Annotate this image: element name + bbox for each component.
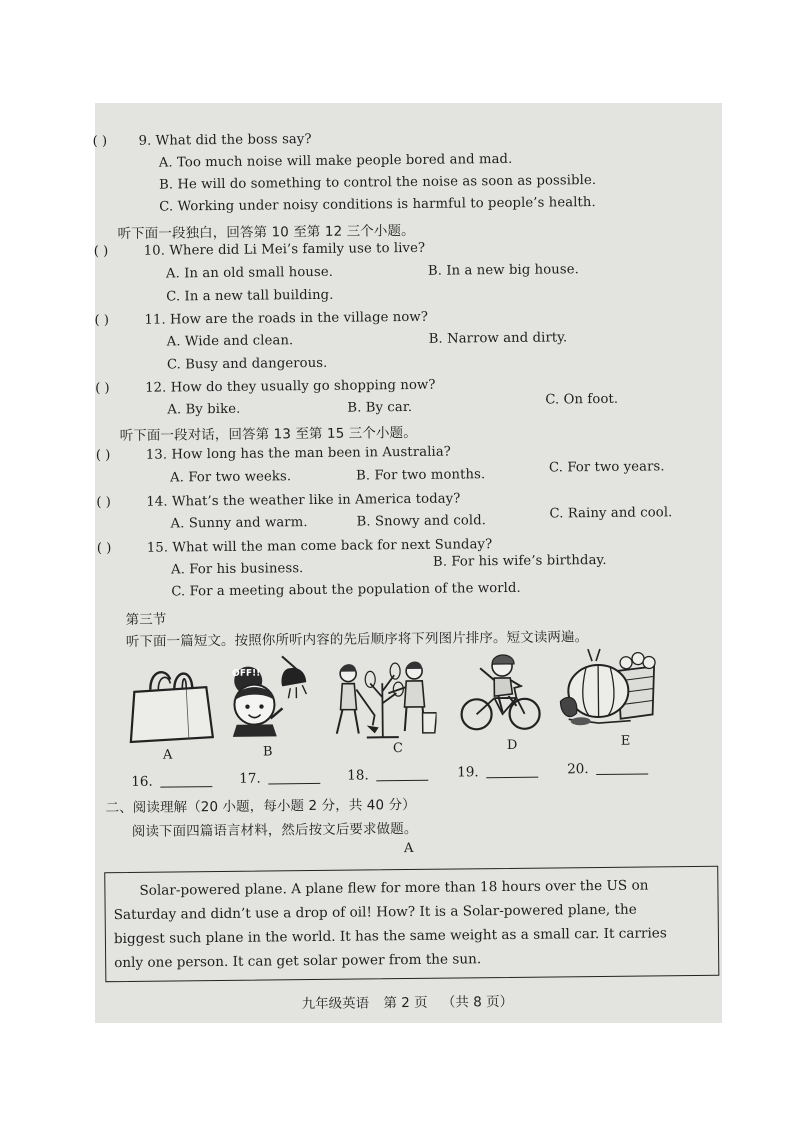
exam-page-content	[90, 100, 727, 1027]
blank-line-18[interactable]	[377, 768, 429, 782]
question-11-stem: 11. How are the roads in the village now?	[144, 309, 429, 328]
question-14-option-c: C. Rainy and cool.	[549, 505, 673, 522]
answer-bracket-11[interactable]: ( )	[94, 313, 110, 329]
blank-line-17[interactable]	[269, 771, 321, 785]
blank-line-20[interactable]	[597, 761, 649, 775]
answer-bracket-9[interactable]: ( )	[92, 134, 108, 150]
vegetables-basket-icon	[558, 640, 659, 727]
picture-label-d: D	[506, 737, 518, 753]
question-14-stem: 14. What’s the weather like in America today?	[146, 491, 461, 510]
question-12-option-b: B. By car.	[347, 399, 413, 416]
boy-riding-bike-icon	[458, 650, 543, 735]
question-9-option-a: A. Too much noise will make people bored and mad.	[158, 151, 513, 171]
footer-page-number: 第 2 页	[383, 994, 428, 1012]
passage-label-a: A	[403, 840, 414, 857]
off-caption: OFF!!	[232, 668, 261, 679]
answer-bracket-10[interactable]: ( )	[93, 244, 109, 260]
passage-line-4: only one person. It can get solar power from the sun.	[114, 951, 482, 972]
question-9-option-b: B. He will do something to control the noise as soon as possible.	[158, 173, 597, 193]
question-10-stem: 10. Where did Li Mei’s family use to live?	[143, 240, 426, 259]
question-15-option-b: B. For his wife’s birthday.	[432, 552, 607, 570]
blank-number-17: 17.	[239, 770, 261, 787]
footer-subject: 九年级英语	[301, 995, 370, 1013]
answer-bracket-15[interactable]: ( )	[96, 541, 112, 557]
picture-label-b: B	[262, 744, 273, 760]
answer-blank-17[interactable]	[239, 770, 321, 787]
blank-line-16[interactable]	[161, 774, 213, 788]
question-13-stem: 13. How long has the man been in Australia?	[145, 444, 452, 463]
picture-label-a: A	[162, 747, 173, 763]
answer-bracket-13[interactable]: ( )	[95, 448, 111, 464]
question-10-option-b: B. In a new big house.	[427, 262, 580, 279]
passage-line-1: Solar-powered plane. A plane flew for more than 18 hours over the US on	[139, 877, 649, 899]
question-15-option-c: C. For a meeting about the population of the world.	[171, 580, 521, 600]
question-12-option-c: C. On foot.	[545, 391, 619, 408]
section-3-instruction: 听下面一篇短文。按照你所听内容的先后顺序将下列图片排序。短文读两遍。	[125, 629, 589, 650]
question-15-stem: 15. What will the man come back for next Sunday?	[146, 537, 493, 556]
answer-blank-19[interactable]	[457, 764, 539, 781]
instruction-13-15: 听下面一段对话，回答第 13 至第 15 三个小题。	[119, 424, 417, 445]
children-planting-tree-icon	[326, 653, 437, 742]
question-12-option-a: A. By bike.	[167, 401, 241, 418]
question-11-option-c: C. Busy and dangerous.	[166, 355, 328, 373]
passage-line-2: Saturday and didn’t use a drop of oil! How? It is a Solar-powered plane, the	[113, 901, 637, 924]
passage-a-box	[104, 866, 719, 982]
picture-label-e: E	[620, 733, 631, 749]
question-14-option-a: A. Sunny and warm.	[170, 515, 308, 532]
question-12-stem: 12. How do they usually go shopping now?	[145, 377, 436, 396]
question-11-option-a: A. Wide and clean.	[166, 333, 294, 350]
shopping-bag-icon	[128, 665, 215, 744]
answer-blank-18[interactable]	[347, 767, 429, 784]
blank-number-19: 19.	[457, 764, 479, 781]
picture-label-c: C	[392, 741, 403, 757]
answer-blank-16[interactable]	[131, 773, 213, 790]
question-9-stem: 9. What did the boss say?	[138, 131, 312, 149]
passage-line-3: biggest such plane in the world. It has the same weight as a small car. It carries	[113, 925, 667, 948]
question-15-option-a: A. For his business.	[170, 561, 304, 578]
question-13-option-b: B. For two months.	[356, 467, 486, 484]
page-footer	[301, 990, 523, 1012]
blank-number-16: 16.	[131, 773, 153, 790]
answer-bracket-12[interactable]: ( )	[95, 381, 110, 397]
girl-lamp-off-icon	[224, 652, 315, 741]
question-13-option-c: C. For two years.	[548, 459, 665, 476]
exam-sheet	[92, 103, 722, 1023]
answer-blank-20[interactable]	[567, 760, 649, 777]
question-10-option-c: C. In a new tall building.	[166, 287, 334, 305]
blank-number-18: 18.	[347, 767, 369, 784]
question-9-option-c: C. Working under noisy conditions is harmful to people’s health.	[159, 195, 596, 215]
footer-total-pages: （共 8 页）	[441, 993, 514, 1011]
blank-line-19[interactable]	[487, 765, 539, 779]
question-14-option-b: B. Snowy and cold.	[356, 513, 487, 530]
question-13-option-a: A. For two weeks.	[170, 469, 292, 486]
answer-bracket-14[interactable]: ( )	[96, 495, 111, 511]
part-2-instruction: 阅读下面四篇语言材料，然后按文后要求做题。	[131, 820, 418, 840]
question-11-option-b: B. Narrow and dirty.	[428, 330, 568, 347]
section-3-title: 第三节	[125, 611, 167, 628]
blank-number-20: 20.	[567, 761, 589, 778]
question-10-option-a: A. In an old small house.	[165, 264, 334, 282]
instruction-10-12: 听下面一段独白，回答第 10 至第 12 三个小题。	[117, 222, 415, 243]
part-2-title: 二、阅读理解（20 小题，每小题 2 分，共 40 分）	[105, 796, 416, 817]
